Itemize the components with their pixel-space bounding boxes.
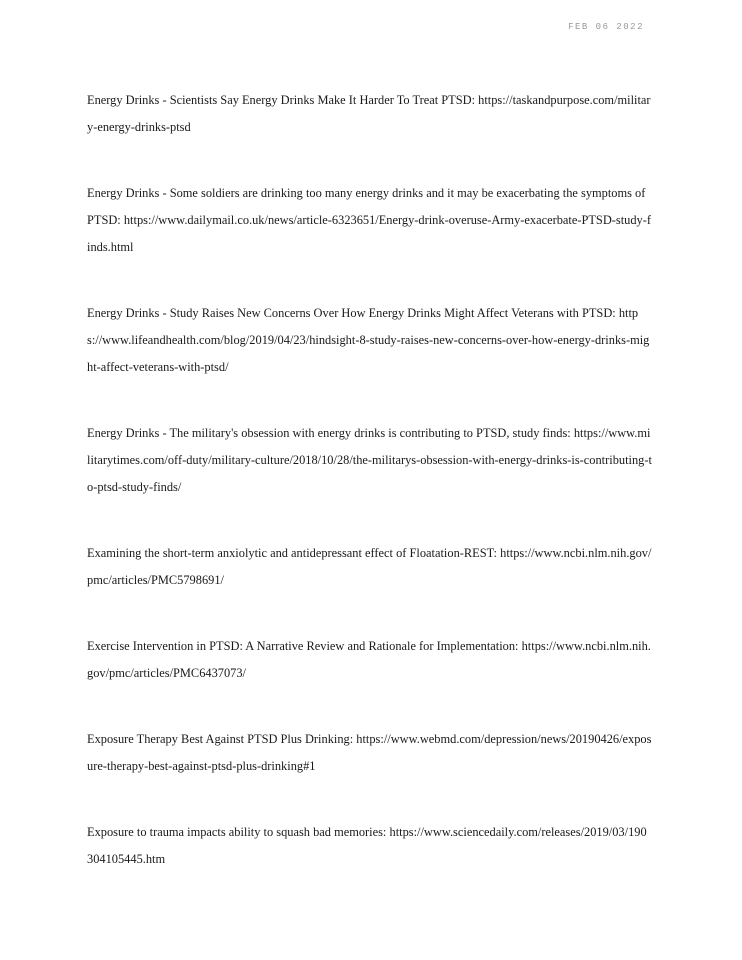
reference-link[interactable]: https://taskandpurpose.com/military-energy-drinks-ptsd: [87, 93, 651, 134]
reference-link[interactable]: https://www.lifeandhealth.com/blog/2019/04/23/hindsight-8-study-raises-new-concerns-over-how-energy-drinks-might-affect-veterans-with-ptsd/: [87, 306, 650, 374]
reference-link[interactable]: https://www.dailymail.co.uk/news/article-6323651/Energy-drink-overuse-Army-exacerbate-PTSD-study-finds.html: [87, 213, 652, 254]
list-item: [87, 819, 652, 873]
list-item: [87, 726, 652, 780]
reference-title: Energy Drinks - Some soldiers are drinking too many energy drinks and it may be exacerbating the symptoms of PTSD:: [87, 186, 646, 227]
reference-title: Exposure to trauma impacts ability to squash bad memories:: [87, 825, 387, 839]
reference-title: Exercise Intervention in PTSD: A Narrative Review and Rationale for Implementation:: [87, 639, 519, 653]
reference-title: Exposure Therapy Best Against PTSD Plus Drinking:: [87, 732, 354, 746]
list-item: [87, 87, 652, 141]
list-item: [87, 540, 652, 594]
reference-link[interactable]: https://www.militarytimes.com/off-duty/military-culture/2018/10/28/the-militarys-obsession-with-energy-drinks-is-contributing-to-ptsd-study-finds/: [87, 426, 652, 494]
reference-link[interactable]: https://www.ncbi.nlm.nih.gov/pmc/articles/PMC5798691/: [87, 546, 652, 587]
reference-title: Energy Drinks - Scientists Say Energy Drinks Make It Harder To Treat PTSD:: [87, 93, 476, 107]
reference-title: Energy Drinks - Study Raises New Concerns Over How Energy Drinks Might Affect Veterans with PTSD:: [87, 306, 616, 320]
date-stamp: FEB 06 2022: [568, 22, 644, 32]
reference-link[interactable]: https://www.webmd.com/depression/news/20190426/exposure-therapy-best-against-ptsd-plus-drinking#1: [87, 732, 652, 773]
list-item: [87, 420, 652, 501]
reference-list: [87, 87, 652, 912]
list-item: [87, 300, 652, 381]
list-item: [87, 180, 652, 261]
reference-link[interactable]: https://www.ncbi.nlm.nih.gov/pmc/articles/PMC6437073/: [87, 639, 651, 680]
reference-title: Examining the short-term anxiolytic and antidepressant effect of Floatation-REST:: [87, 546, 498, 560]
reference-title: Energy Drinks - The military's obsession with energy drinks is contributing to PTSD, study finds:: [87, 426, 571, 440]
reference-link[interactable]: https://www.sciencedaily.com/releases/2019/03/190304105445.htm: [87, 825, 647, 866]
list-item: [87, 633, 652, 687]
